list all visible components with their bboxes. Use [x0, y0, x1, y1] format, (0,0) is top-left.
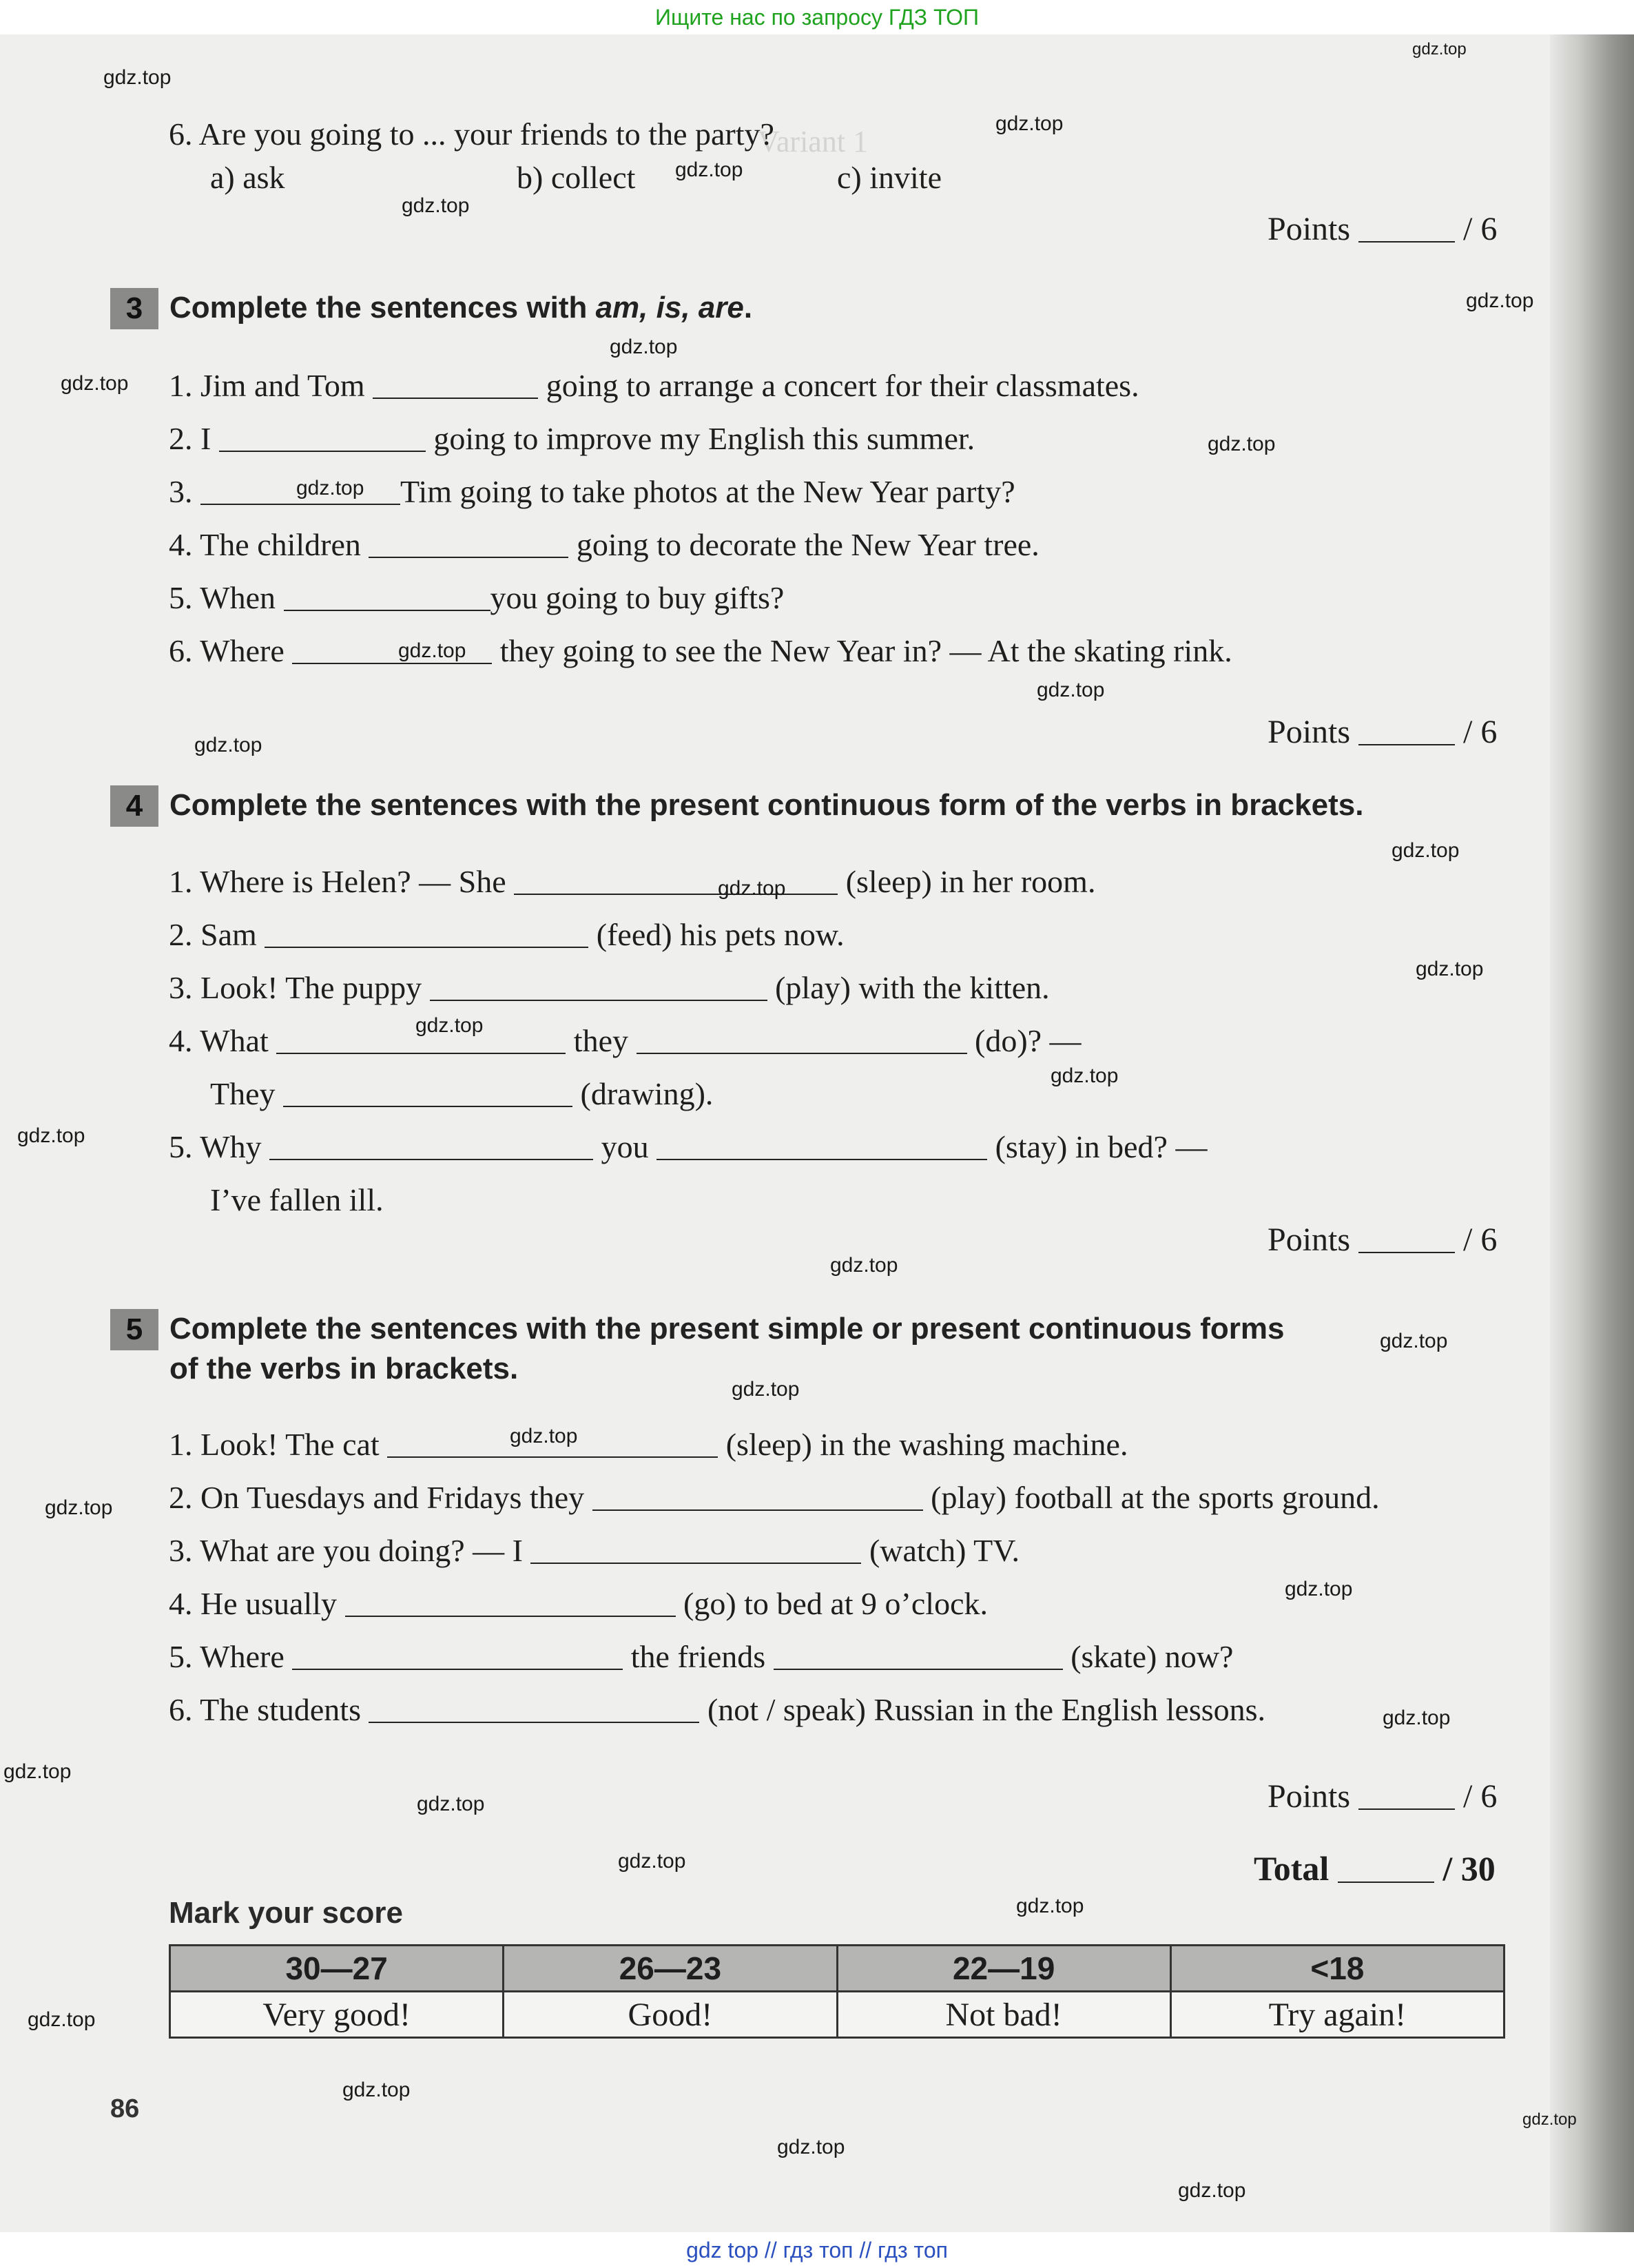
answer-blank[interactable] [514, 866, 838, 895]
score-range: <18 [1170, 1946, 1504, 1992]
points-max: / 6 [1463, 1778, 1498, 1815]
task3-item-1: 1. Jim and Tom going to arrange a concert for their classmates. [169, 368, 1139, 403]
watermark: gdz.top [28, 2008, 96, 2031]
total-max: / 30 [1442, 1849, 1496, 1888]
answer-blank[interactable] [283, 1078, 572, 1107]
task2-option-b: b) collect [517, 160, 636, 195]
task5-item-1: 1. Look! The cat (sleep) in the washing machine. [169, 1427, 1128, 1462]
score-label: Try again! [1170, 1992, 1504, 2038]
score-label: Good! [504, 1992, 837, 2038]
watermark: gdz.top [398, 639, 466, 662]
task5-number-badge: 5 [110, 1309, 158, 1350]
points-blank[interactable] [1358, 1781, 1455, 1810]
watermark: gdz.top [610, 336, 678, 358]
watermark: gdz.top [1416, 958, 1484, 980]
watermark: gdz.top [194, 734, 262, 756]
answer-blank[interactable] [592, 1482, 923, 1511]
watermark: gdz.top [510, 1425, 578, 1447]
watermark: gdz.top [830, 1254, 898, 1277]
task4-number-badge: 4 [110, 785, 158, 827]
show-through-text: Variant 1 [758, 125, 869, 158]
watermark: gdz.top [1522, 2110, 1577, 2129]
task5-points [1268, 1777, 1497, 1815]
bottom-banner[interactable]: gdz top // гдз топ // гдз топ [0, 2232, 1634, 2268]
watermark: gdz.top [3, 1760, 72, 1783]
answer-blank[interactable] [530, 1535, 861, 1564]
answer-blank[interactable] [373, 370, 538, 399]
points-label: Points [1268, 1778, 1351, 1815]
watermark: gdz.top [995, 112, 1064, 135]
points-label: Points [1268, 211, 1351, 247]
page-binding-shadow [1550, 34, 1634, 2232]
task3-item-3: 3. Tim going to take photos at the New Year party? [169, 474, 1015, 509]
answer-blank[interactable] [369, 1694, 699, 1723]
score-ranges-row [170, 1946, 1504, 1992]
score-table-title: Mark your score [169, 1896, 403, 1930]
page-number: 86 [110, 2094, 140, 2123]
task3-item-5: 5. When you going to buy gifts? [169, 580, 785, 615]
answer-blank[interactable] [637, 1025, 967, 1054]
task4-item-5: 5. Why you (stay) in bed? — [169, 1129, 1208, 1164]
points-max: / 6 [1463, 1221, 1498, 1258]
watermark: gdz.top [1412, 40, 1467, 59]
points-blank[interactable] [1358, 717, 1455, 745]
task2-points [1268, 210, 1497, 248]
total-blank[interactable] [1338, 1854, 1434, 1883]
task4-points [1268, 1221, 1497, 1259]
answer-blank[interactable] [269, 1131, 593, 1160]
score-labels-row [170, 1992, 1504, 2038]
answer-blank[interactable] [369, 529, 568, 558]
task5-title: Complete the sentences with the present simple or present continuous forms of the verbs in brackets. [169, 1312, 1285, 1385]
watermark: gdz.top [1466, 289, 1534, 312]
watermark: gdz.top [1051, 1064, 1119, 1087]
task5-item-6: 6. The students (not / speak) Russian in the English lessons. [169, 1692, 1266, 1727]
task3-header [110, 288, 752, 329]
task5-item-4: 4. He usually (go) to bed at 9 o’clock. [169, 1586, 988, 1621]
watermark: gdz.top [1380, 1330, 1448, 1352]
answer-blank[interactable] [656, 1131, 987, 1160]
score-range: 26—23 [504, 1946, 837, 1992]
task3-points [1268, 713, 1497, 751]
task4-item-3: 3. Look! The puppy (play) with the kitten. [169, 970, 1050, 1005]
watermark: gdz.top [1383, 1707, 1451, 1729]
watermark: gdz.top [103, 66, 172, 89]
task5-header [110, 1309, 1285, 1389]
points-blank[interactable] [1358, 1224, 1455, 1253]
score-label: Very good! [170, 1992, 504, 2038]
task5-item-3: 3. What are you doing? — I (watch) TV. [169, 1533, 1020, 1568]
score-range: 22—19 [837, 1946, 1170, 1992]
watermark: gdz.top [618, 1850, 686, 1873]
task4-item-4: 4. What they (do)? — [169, 1023, 1082, 1058]
watermark: gdz.top [17, 1124, 85, 1147]
answer-blank[interactable] [774, 1641, 1063, 1670]
watermark: gdz.top [61, 372, 129, 395]
score-table [169, 1944, 1505, 2039]
watermark: gdz.top [718, 877, 786, 900]
watermark: gdz.top [732, 1378, 800, 1401]
answer-blank[interactable] [219, 423, 426, 452]
score-range: 30—27 [170, 1946, 504, 1992]
top-banner[interactable]: Ищите нас по запросу ГДЗ ТОП [0, 0, 1634, 34]
watermark: gdz.top [402, 194, 470, 217]
watermark: gdz.top [1016, 1895, 1084, 1917]
task4-item-4-answer: They (drawing). [210, 1076, 714, 1111]
watermark: gdz.top [1392, 839, 1460, 862]
points-label: Points [1268, 1221, 1351, 1258]
task3-item-6: 6. Where they going to see the New Year in? — At the skating rink. [169, 633, 1232, 668]
task4-title: Complete the sentences with the present continuous form of the verbs in brackets. [169, 788, 1364, 822]
answer-blank[interactable] [265, 919, 588, 948]
task3-title: Complete the sentences with am, is, are. [169, 291, 753, 324]
watermark: gdz.top [1285, 1578, 1353, 1600]
watermark: gdz.top [675, 158, 743, 181]
task3-item-2: 2. I going to improve my English this summer. [169, 421, 975, 456]
total-score [1254, 1848, 1496, 1888]
task3-item-4: 4. The children going to decorate the New Year tree. [169, 527, 1040, 562]
points-max: / 6 [1463, 714, 1498, 750]
task2-question: 6. Are you going to ... your friends to the party? [169, 116, 774, 152]
task5-item-2: 2. On Tuesdays and Fridays they (play) football at the sports ground. [169, 1480, 1380, 1515]
task2-option-c: c) invite [837, 160, 942, 195]
task3-number-badge: 3 [110, 288, 158, 329]
answer-blank[interactable] [284, 582, 490, 611]
points-blank[interactable] [1358, 214, 1455, 243]
watermark: gdz.top [1178, 2179, 1246, 2202]
score-label: Not bad! [837, 1992, 1170, 2038]
answer-blank[interactable] [430, 972, 767, 1001]
task4-header [110, 785, 1363, 827]
watermark: gdz.top [296, 477, 364, 499]
watermark: gdz.top [777, 2136, 845, 2158]
watermark: gdz.top [342, 2079, 411, 2101]
watermark: gdz.top [1208, 433, 1276, 455]
watermark: gdz.top [1037, 679, 1105, 701]
task2-option-a: a) ask [210, 160, 285, 195]
watermark: gdz.top [417, 1793, 485, 1815]
task4-item-5-answer: I’ve fallen ill. [210, 1182, 384, 1217]
total-label: Total [1254, 1849, 1330, 1888]
points-label: Points [1268, 714, 1351, 750]
points-max: / 6 [1463, 211, 1498, 247]
task4-item-1: 1. Where is Helen? — She (sleep) in her room. [169, 864, 1096, 899]
task5-item-5: 5. Where the friends (skate) now? [169, 1639, 1234, 1674]
answer-blank[interactable] [345, 1588, 676, 1617]
watermark: gdz.top [45, 1496, 113, 1519]
answer-blank[interactable] [292, 1641, 623, 1670]
watermark: gdz.top [415, 1014, 484, 1037]
task4-item-2: 2. Sam (feed) his pets now. [169, 917, 845, 952]
